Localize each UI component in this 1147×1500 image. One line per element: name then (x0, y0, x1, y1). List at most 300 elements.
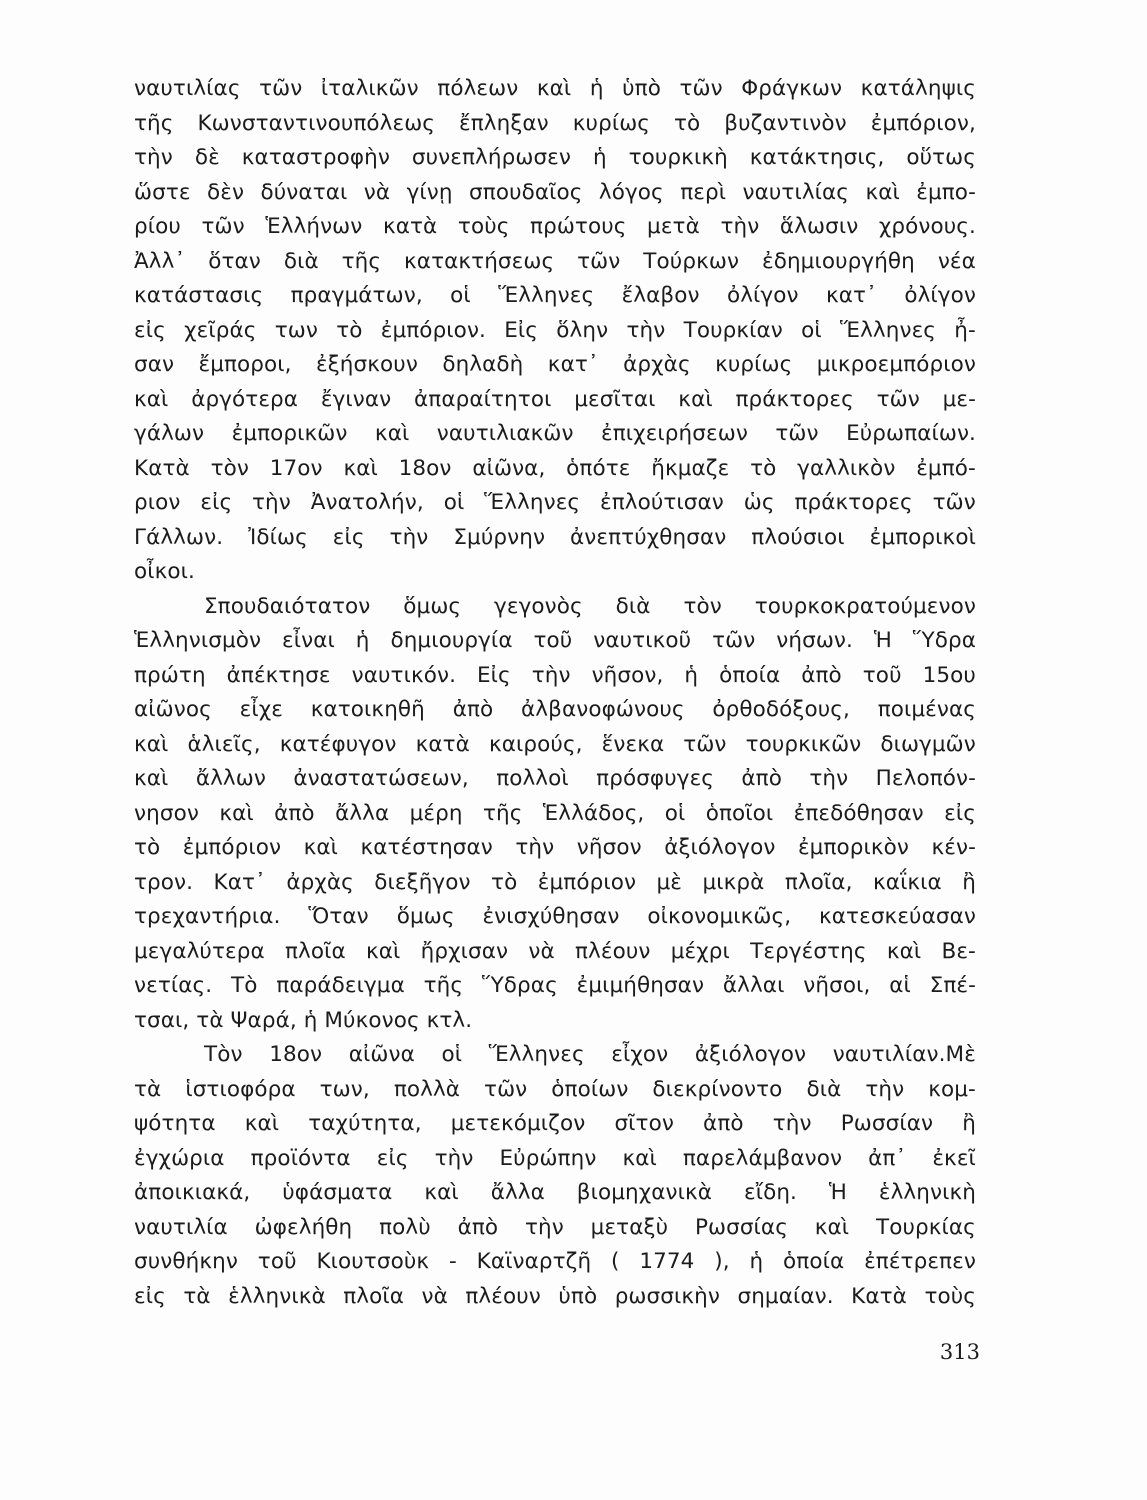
word: ἐνισχύθησαν (482, 904, 620, 929)
word: περὶ (680, 179, 727, 205)
word: Κατὰ (134, 455, 190, 481)
word: δὲ (194, 145, 220, 170)
word: κυρίως (572, 110, 651, 136)
word: εἰς (134, 1283, 166, 1309)
word: πολὺ (379, 1214, 431, 1240)
word: ἀπὸ (452, 697, 494, 722)
word: τοὺς (457, 214, 510, 239)
word: ὀρθοδόξους, (712, 697, 850, 722)
word: ἀπαραίτητοι (414, 386, 552, 412)
word: τῶν (201, 214, 245, 239)
word: ταχύτητα, (308, 1111, 422, 1136)
word: τὴν (772, 1111, 812, 1136)
word: διὰ (283, 248, 319, 274)
word: εἶχε (239, 697, 283, 722)
word: ὁποίων (551, 1076, 629, 1102)
text-line (134, 1176, 976, 1211)
word: ναυτικοῦ (593, 628, 692, 653)
word: με- (942, 386, 976, 412)
word: ἀξιόλογον (694, 1042, 807, 1067)
word: ), (714, 1249, 730, 1274)
word: ἢ (962, 869, 976, 895)
word: τρον. (134, 869, 194, 895)
word: Ἕλληνες (488, 1042, 585, 1067)
word: Ἑλλάδος, (542, 800, 645, 826)
word: ποιμένας (877, 697, 976, 722)
text-line (134, 107, 976, 142)
word: διωγμῶν (880, 731, 976, 757)
text-line (134, 1245, 976, 1280)
word: πράκτορες (735, 386, 854, 412)
word: νῆσοι, (803, 973, 871, 998)
text-line (134, 383, 976, 418)
word: μικροεμπόριον (816, 352, 976, 377)
word: Τὸ (230, 973, 258, 998)
word: μὲ (656, 869, 683, 895)
word: Ἀνατολήν, (310, 490, 424, 515)
word: ὠφελήθη (254, 1214, 353, 1240)
word: νὰ (421, 1283, 448, 1309)
text-line (134, 762, 976, 797)
word: ἐπεδόθησαν (793, 800, 924, 826)
word: τὴν (524, 1214, 564, 1240)
text-line: οἶκοι. (134, 559, 195, 584)
word: διεξῆγον (374, 869, 471, 895)
word: τῶν (577, 248, 621, 274)
word: ὁπότε (566, 455, 631, 481)
word: νὰ (363, 179, 391, 205)
word: ἔπληξαν (459, 110, 549, 136)
word: οἱ (664, 800, 686, 826)
word: τρεχαντήρια. (134, 904, 281, 929)
word: ἡ (749, 1249, 764, 1274)
word: 18ον (398, 455, 452, 481)
word: ναυτιλιακῶν (436, 421, 574, 446)
word: δύναται (260, 179, 348, 205)
word: μέρη (409, 800, 463, 826)
word: ἐμπορικοὶ (869, 524, 976, 550)
word: Ἀλλ᾿ (134, 248, 186, 274)
word: νήσων. (776, 628, 853, 653)
word: τὸ (134, 835, 161, 860)
word: κομ- (928, 1076, 976, 1102)
word: αἱ (889, 973, 911, 998)
word: τὸ (336, 317, 363, 343)
word: κατεσκεύασαν (819, 904, 976, 929)
word: ἕνεκα (601, 731, 665, 757)
word: ἡ (589, 76, 604, 101)
word: ἀρχὰς (286, 869, 354, 895)
text-line (134, 797, 976, 832)
word: ἐμπόριον (182, 835, 282, 860)
word: ἀπὸ (457, 1214, 499, 1240)
word: τὴν (389, 524, 429, 550)
word: γαλλικὸν (797, 455, 896, 481)
word: Ἕλληνες (484, 490, 581, 515)
word: πλοῖα (343, 1283, 405, 1309)
word: Φράγκων (741, 76, 843, 101)
word: τὴν (434, 1145, 474, 1171)
word: ἄλλα (490, 1180, 545, 1205)
word: τῆς (341, 248, 382, 274)
word: διὰ (615, 593, 651, 619)
text-line (134, 176, 976, 211)
word: παρελάμβανον (682, 1145, 843, 1171)
word: νῆσον (576, 835, 642, 860)
word: ἡ (355, 628, 370, 653)
word: οὕτως (906, 145, 976, 170)
word: τῆς (483, 800, 523, 826)
word: ρωσσικὴν (614, 1283, 720, 1309)
word: ἐμπόριον, (870, 110, 976, 136)
word: κατέστησαν (360, 835, 493, 860)
word: καὶ (622, 1145, 657, 1171)
word: οἱ (443, 490, 465, 515)
word: πολλοὶ (496, 766, 569, 791)
word: ὅμως (396, 904, 455, 929)
word: νετίας. (134, 973, 213, 998)
word: ναυτιλίας (134, 76, 241, 101)
word: Γάλλων. (134, 524, 224, 550)
text-line (134, 279, 976, 314)
word: Ἰδίως (248, 524, 308, 550)
text-line (134, 900, 976, 935)
word: προϊόντα (250, 1145, 351, 1171)
word: κατέφυγον (279, 731, 397, 757)
text-line (134, 1073, 976, 1108)
word: Εἰς (504, 317, 539, 343)
word: δὲν (207, 179, 245, 205)
word: Τουρκίας (875, 1214, 976, 1240)
page-number: 313 (939, 1340, 980, 1364)
word: ἐμπορικῶν (231, 421, 348, 446)
word: Βε- (941, 938, 976, 964)
word: τῶν (679, 76, 723, 101)
word: καταστροφὴν (241, 145, 390, 170)
word: νέα (937, 248, 976, 274)
word: τῶν (484, 1076, 528, 1102)
word: ἐμπό- (916, 455, 976, 481)
word: αἰῶνος (134, 697, 212, 722)
word: ναυτιλίας (742, 179, 850, 205)
word: ἀποικιακά, (134, 1180, 251, 1205)
word: Κιουτσοὺκ (316, 1249, 430, 1274)
text-line (134, 831, 976, 866)
word: τὴν (531, 662, 571, 688)
word: ἀπὸ (703, 1111, 744, 1136)
word: ἀλβανοφώνους (521, 697, 685, 722)
word: ὀλίγον (726, 283, 799, 308)
text-line (134, 486, 976, 521)
word: οἱ (441, 1042, 463, 1067)
word: 15ου (922, 662, 976, 688)
word: Ἑλληνισμὸν (134, 628, 262, 653)
word: χρόνους. (878, 214, 976, 239)
word: τὴν (865, 1076, 905, 1102)
word: εἴδη. (743, 1180, 797, 1205)
word: πράκτορες (794, 490, 913, 515)
word: πλέουν (465, 1283, 541, 1309)
word: καὶ (865, 179, 900, 205)
word: ὑπὸ (622, 76, 661, 101)
word: ἐμπόριον (537, 869, 637, 895)
word: χεῖράς (184, 317, 257, 343)
word: κατὰ (382, 214, 438, 239)
word: σπουδαῖος (469, 179, 583, 205)
word: ἐξήσκουν (316, 352, 418, 377)
word: 17ον (269, 455, 323, 481)
word: Τουρκίαν (683, 317, 783, 343)
word: τοῦ (257, 1249, 297, 1274)
word: των (274, 317, 318, 343)
word: τὰ (183, 1283, 211, 1309)
word: ἄλλα (335, 800, 390, 826)
text-line (134, 659, 976, 694)
word: 1774 (639, 1249, 695, 1274)
word: Ρωσσίαν (840, 1111, 934, 1136)
word: σαν (134, 352, 175, 377)
word: πρώτη (134, 662, 206, 688)
text-line (134, 348, 976, 383)
word: μεγαλύτερα (134, 938, 265, 964)
word: Ἡ (873, 628, 892, 653)
text-line (134, 693, 976, 728)
word: εἰς (134, 317, 166, 343)
word: οἱ (801, 317, 822, 343)
word: ἐμιμήθησαν (576, 973, 705, 998)
word: ἔγιναν (320, 386, 392, 412)
word: αἰῶνα (348, 1042, 415, 1067)
word: μεταξὺ (590, 1214, 669, 1240)
word: Ρωσσίας (694, 1214, 788, 1240)
word: ρίου (134, 214, 181, 239)
word: πλέουν (575, 938, 651, 964)
word: μικρὰ (702, 869, 765, 895)
word: Σπέ- (929, 973, 976, 998)
word: κατὰ (415, 731, 470, 757)
word: ὅμως (403, 593, 462, 619)
word: καὶ (134, 766, 169, 791)
word: ὡς (743, 490, 775, 515)
word: Τούρκων (643, 248, 740, 274)
word: Ἡ (828, 1180, 847, 1205)
word: Εὐρώπην (499, 1145, 597, 1171)
word: ἀναστατώσεων, (293, 766, 469, 791)
word: ἀξιόλογον (664, 835, 776, 860)
word: Τεργέστης (750, 938, 867, 964)
word: τὸν (683, 593, 722, 619)
word: καὶ (303, 835, 338, 860)
word: ἐπιχειρήσεων (601, 421, 748, 446)
text-line (134, 417, 976, 452)
text-line (134, 245, 976, 280)
word: σημαίαν. (737, 1283, 834, 1309)
word: Κατὰ (851, 1283, 907, 1309)
word: Καϊναρτζῆ (476, 1249, 592, 1274)
word: ἤκμαζε (651, 455, 730, 481)
word: κατάκτησις, (749, 145, 885, 170)
word: ἢ (962, 1111, 976, 1136)
word: ἰταλικῶν (320, 76, 419, 101)
word: ἡ (592, 145, 607, 170)
word: 18ον (269, 1042, 323, 1067)
word: ἑλληνικὴ (878, 1180, 976, 1205)
word: εἶχον (611, 1042, 669, 1067)
word: τὰ (134, 1076, 162, 1102)
word: βιομηχανικὰ (576, 1180, 713, 1205)
word: Ἕλληνες (840, 317, 937, 343)
word: καὶ (374, 421, 410, 446)
word: ριον (134, 490, 181, 515)
word: ὀλίγον (904, 283, 976, 308)
word: ψότητα (134, 1111, 216, 1136)
word: ἀρχὰς (623, 352, 691, 377)
word: Σπουδαιότατον (204, 593, 371, 619)
word: ἀπ᾿ (868, 1145, 907, 1171)
text-line: τσαι, τὰ Ψαρά, ἡ Μύκονος κτλ. (134, 1007, 473, 1033)
text-line (134, 1038, 976, 1073)
word: καὶ (814, 1214, 850, 1240)
word: των, (319, 1076, 370, 1102)
word: Κατ᾿ (213, 869, 266, 895)
word: τὸν (210, 455, 249, 481)
word: τὸ (491, 869, 518, 895)
word: Ὅταν (308, 904, 369, 929)
word: μετεκόμιζον (450, 1111, 586, 1136)
word: ἑλληνικὰ (228, 1283, 326, 1309)
word: τουρκικὴ (628, 145, 728, 170)
word: ἐμπο- (916, 179, 976, 205)
word: κέν- (931, 835, 976, 860)
word: ὑπὸ (558, 1283, 598, 1309)
word: ἀργότερα (191, 386, 299, 412)
word: τὸ (750, 455, 777, 481)
word: οἰκονομικῶς, (647, 904, 792, 929)
word: Πελοπόν- (875, 766, 976, 791)
text-line (134, 1142, 976, 1177)
word: ἀπὸ (274, 800, 315, 826)
word: πλούσιοι (751, 524, 845, 550)
word: ἐπέτρεπεν (864, 1249, 976, 1274)
word: μετὰ (647, 214, 700, 239)
word: βυζαντινὸν (724, 110, 847, 136)
word: μεσῖται (574, 386, 656, 412)
word: δηλαδὴ (442, 352, 524, 377)
word: τὴν (515, 835, 555, 860)
word: αἰῶνα, (472, 455, 546, 481)
word: καὶ (343, 455, 378, 481)
word: τῆς (423, 973, 464, 998)
word: τῶν (683, 731, 727, 757)
word: ἐκεῖ (932, 1145, 976, 1171)
word: κατ᾿ (826, 283, 877, 308)
word: τῶν (259, 76, 303, 101)
word: ἤρχισαν (420, 938, 509, 964)
word: κατακτήσεως (404, 248, 555, 274)
word: πλοῖα, (784, 869, 853, 895)
word: ὅλην (556, 317, 609, 343)
word: καὶ (424, 1180, 459, 1205)
word: τῶν (712, 628, 756, 653)
word: γίνῃ (406, 179, 453, 205)
word: κυρίως (715, 352, 793, 377)
text-line (134, 728, 976, 763)
word: ἔλαβον (621, 283, 700, 308)
word: γεγονὸς (494, 593, 583, 619)
word: ἐδημιουργήθη (761, 248, 915, 274)
word: ἔμποροι, (198, 352, 292, 377)
word: πλοῖα (284, 938, 346, 964)
word: Εἰς (476, 662, 511, 688)
text-line (134, 141, 976, 176)
word: εἰς (200, 490, 233, 515)
text-line (134, 935, 976, 970)
word: ναυτικόν. (351, 662, 457, 688)
word: ( (611, 1249, 620, 1274)
word: τὴν (134, 145, 173, 170)
word: ἐγχώρια (134, 1145, 225, 1171)
word: καὶ (536, 76, 572, 101)
body-text (134, 72, 976, 1314)
word: τὸ (674, 110, 701, 136)
word: οἱ (450, 283, 471, 308)
word: ἀνεπτύχθησαν (570, 524, 727, 550)
word: ἄλλαι (722, 973, 785, 998)
word: ἄλλων (195, 766, 266, 791)
word: συνθήκην (134, 1249, 238, 1274)
word: τοῦ (862, 662, 902, 688)
text-line (134, 72, 976, 107)
word: καὶ (678, 386, 713, 412)
word: πολλὰ (393, 1076, 461, 1102)
word: εἶναι (282, 628, 335, 653)
word: τῶν (775, 421, 819, 446)
word: τῆς (134, 110, 174, 136)
word: πρώτους (530, 214, 627, 239)
word: ἦ- (954, 317, 976, 343)
word: τοῦ (533, 628, 573, 653)
text-line (134, 210, 976, 245)
word: καὶ (219, 800, 254, 826)
word: κατ᾿ (547, 352, 599, 377)
word: παράδειγμα (276, 973, 405, 998)
word: πόλεων (437, 76, 519, 101)
word: ἀπὸ (741, 766, 782, 791)
text-line (134, 1280, 976, 1315)
text-line (134, 452, 976, 487)
word: καὶ (244, 1111, 280, 1136)
word: ἁλιεῖς, (187, 731, 261, 757)
word: ἐμπορικὸν (797, 835, 909, 860)
word: τὴν (252, 490, 291, 515)
word: ἀπὸ (801, 662, 842, 688)
text-line (134, 1107, 976, 1142)
word: ὁποία (719, 662, 781, 688)
word: ὥστε (134, 179, 191, 205)
word: τὴν (809, 766, 849, 791)
word: Σμύρνην (453, 524, 546, 550)
word: τῶν (932, 490, 976, 515)
word: γάλων (134, 421, 205, 446)
word: ὁποία (783, 1249, 845, 1274)
word: πραγμάτων, (290, 283, 423, 308)
word: κατοικηθῆ (310, 697, 425, 722)
word: Ἑλλήνων (265, 214, 363, 239)
word: δημιουργία (390, 628, 513, 653)
word: τῶν (876, 386, 920, 412)
word: ἐμπόριον. (380, 317, 486, 343)
word: Εὐρωπαίων. (846, 421, 976, 446)
